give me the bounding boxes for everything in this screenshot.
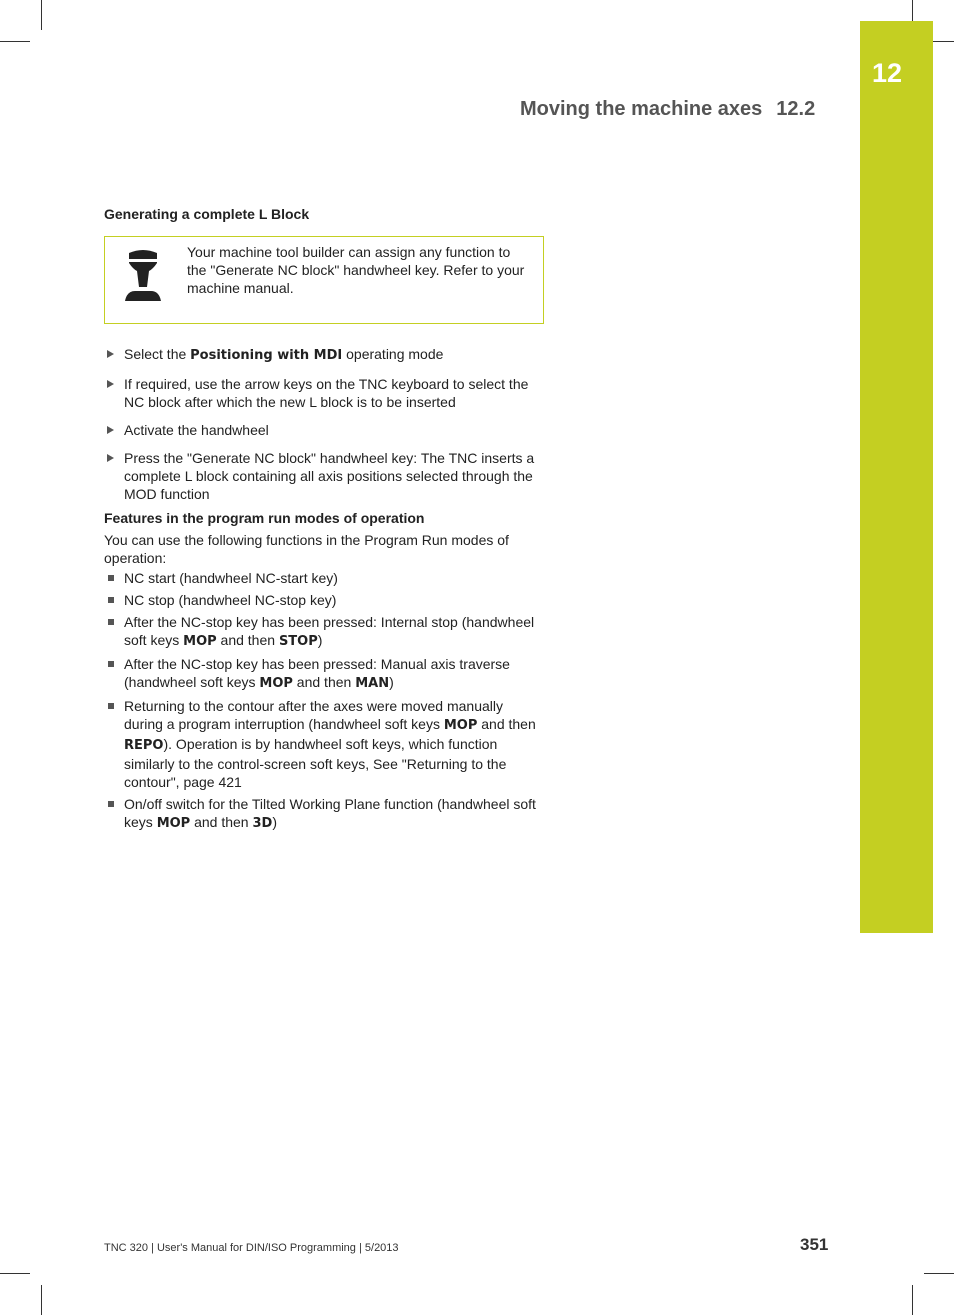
list-item-text: On/off switch for the Tilted Working Plane function (handwheel soft keys bbox=[124, 796, 536, 830]
square-bullet-icon bbox=[108, 801, 114, 807]
crop-mark bbox=[912, 1285, 913, 1315]
page-number: 351 bbox=[800, 1235, 829, 1254]
running-head bbox=[520, 98, 828, 121]
crop-mark bbox=[0, 41, 30, 42]
list-item bbox=[104, 795, 544, 833]
square-bullet-icon bbox=[108, 703, 114, 709]
list-item-text: and then bbox=[216, 632, 279, 648]
list-item-text: NC start (handwheel NC-start key) bbox=[124, 570, 338, 586]
step-item bbox=[104, 345, 544, 365]
list-item-text: ). Operation is by handwheel soft keys, which function similarly to the control-screen soft keys, See "Returning to the contour", page 421 bbox=[124, 736, 507, 790]
section-heading-features: Features in the program run modes of operation bbox=[104, 510, 425, 526]
list-item-text: After the NC-stop key has been pressed: Internal stop (handwheel soft keys bbox=[124, 614, 535, 648]
list-item bbox=[104, 569, 544, 587]
list-item bbox=[104, 613, 544, 651]
section-heading-l-block: Generating a complete L Block bbox=[104, 206, 310, 222]
soft-key-label: 3D bbox=[252, 816, 273, 831]
crop-mark bbox=[0, 1273, 30, 1274]
step-list bbox=[104, 345, 544, 513]
machine-note-box bbox=[104, 236, 544, 324]
square-bullet-icon bbox=[108, 597, 114, 603]
list-item bbox=[104, 591, 544, 609]
soft-key-label: MAN bbox=[355, 676, 390, 691]
running-head-title: Moving the machine axes bbox=[520, 98, 763, 120]
step-text: Activate the handwheel bbox=[124, 422, 269, 438]
list-item-text: NC stop (handwheel NC-stop key) bbox=[124, 592, 337, 608]
crop-mark bbox=[924, 1273, 954, 1274]
soft-key-label: STOP bbox=[278, 634, 318, 649]
feature-list bbox=[104, 569, 544, 833]
footer-text: TNC 320 | User's Manual for DIN/ISO Programming | 5/2013 bbox=[104, 1242, 399, 1254]
soft-key-label: MOP bbox=[259, 676, 293, 691]
list-item bbox=[104, 697, 544, 791]
step-item bbox=[104, 421, 544, 439]
step-emphasis: Positioning with MDI bbox=[190, 348, 343, 363]
running-head-section: 12.2 bbox=[776, 98, 816, 120]
crop-mark bbox=[41, 1285, 42, 1315]
step-item bbox=[104, 449, 544, 503]
step-text: Press the "Generate NC block" handwheel key: The TNC inserts a complete L block containing all axis positions selected through the MOD function bbox=[124, 450, 535, 502]
soft-key-label: REPO bbox=[124, 738, 164, 753]
triangle-bullet-icon bbox=[107, 454, 114, 462]
triangle-bullet-icon bbox=[107, 426, 114, 434]
triangle-bullet-icon bbox=[107, 350, 114, 358]
step-text: Select the bbox=[124, 346, 191, 362]
list-item-text: ) bbox=[389, 674, 394, 690]
list-item-text: and then bbox=[477, 716, 536, 732]
step-item bbox=[104, 375, 544, 411]
soft-key-label: MOP bbox=[156, 816, 191, 831]
soft-key-label: MOP bbox=[443, 718, 478, 733]
crop-mark bbox=[41, 0, 42, 30]
list-item-text: Returning to the contour after the axes were moved manually during a program interruption (handwheel soft keys bbox=[124, 698, 503, 732]
square-bullet-icon bbox=[108, 661, 114, 667]
page-content bbox=[104, 205, 544, 831]
chapter-number: 12 bbox=[872, 58, 903, 88]
soft-key-label: MOP bbox=[183, 634, 217, 649]
step-text: If required, use the arrow keys on the TNC keyboard to select the NC block after which the new L block is to be inserted bbox=[124, 376, 529, 410]
list-item-text: and then bbox=[190, 814, 253, 830]
square-bullet-icon bbox=[108, 619, 114, 625]
note-text: Your machine tool builder can assign any function to the "Generate NC block" handwheel key. Refer to your machine manual. bbox=[187, 244, 525, 296]
intro-text: You can use the following functions in the Program Run modes of operation: bbox=[104, 532, 509, 566]
list-item-text: ) bbox=[272, 814, 277, 830]
chapter-tab bbox=[860, 21, 933, 933]
square-bullet-icon bbox=[108, 575, 114, 581]
program-run-features bbox=[104, 509, 544, 837]
list-item-text: ) bbox=[317, 632, 323, 648]
list-item-text: and then bbox=[292, 674, 356, 690]
triangle-bullet-icon bbox=[107, 380, 114, 388]
list-item bbox=[104, 655, 544, 693]
machine-tool-icon bbox=[123, 247, 163, 303]
step-text: operating mode bbox=[342, 346, 444, 362]
list-item-text: After the NC-stop key has been pressed: Manual axis traverse (handwheel soft keys bbox=[124, 656, 510, 690]
